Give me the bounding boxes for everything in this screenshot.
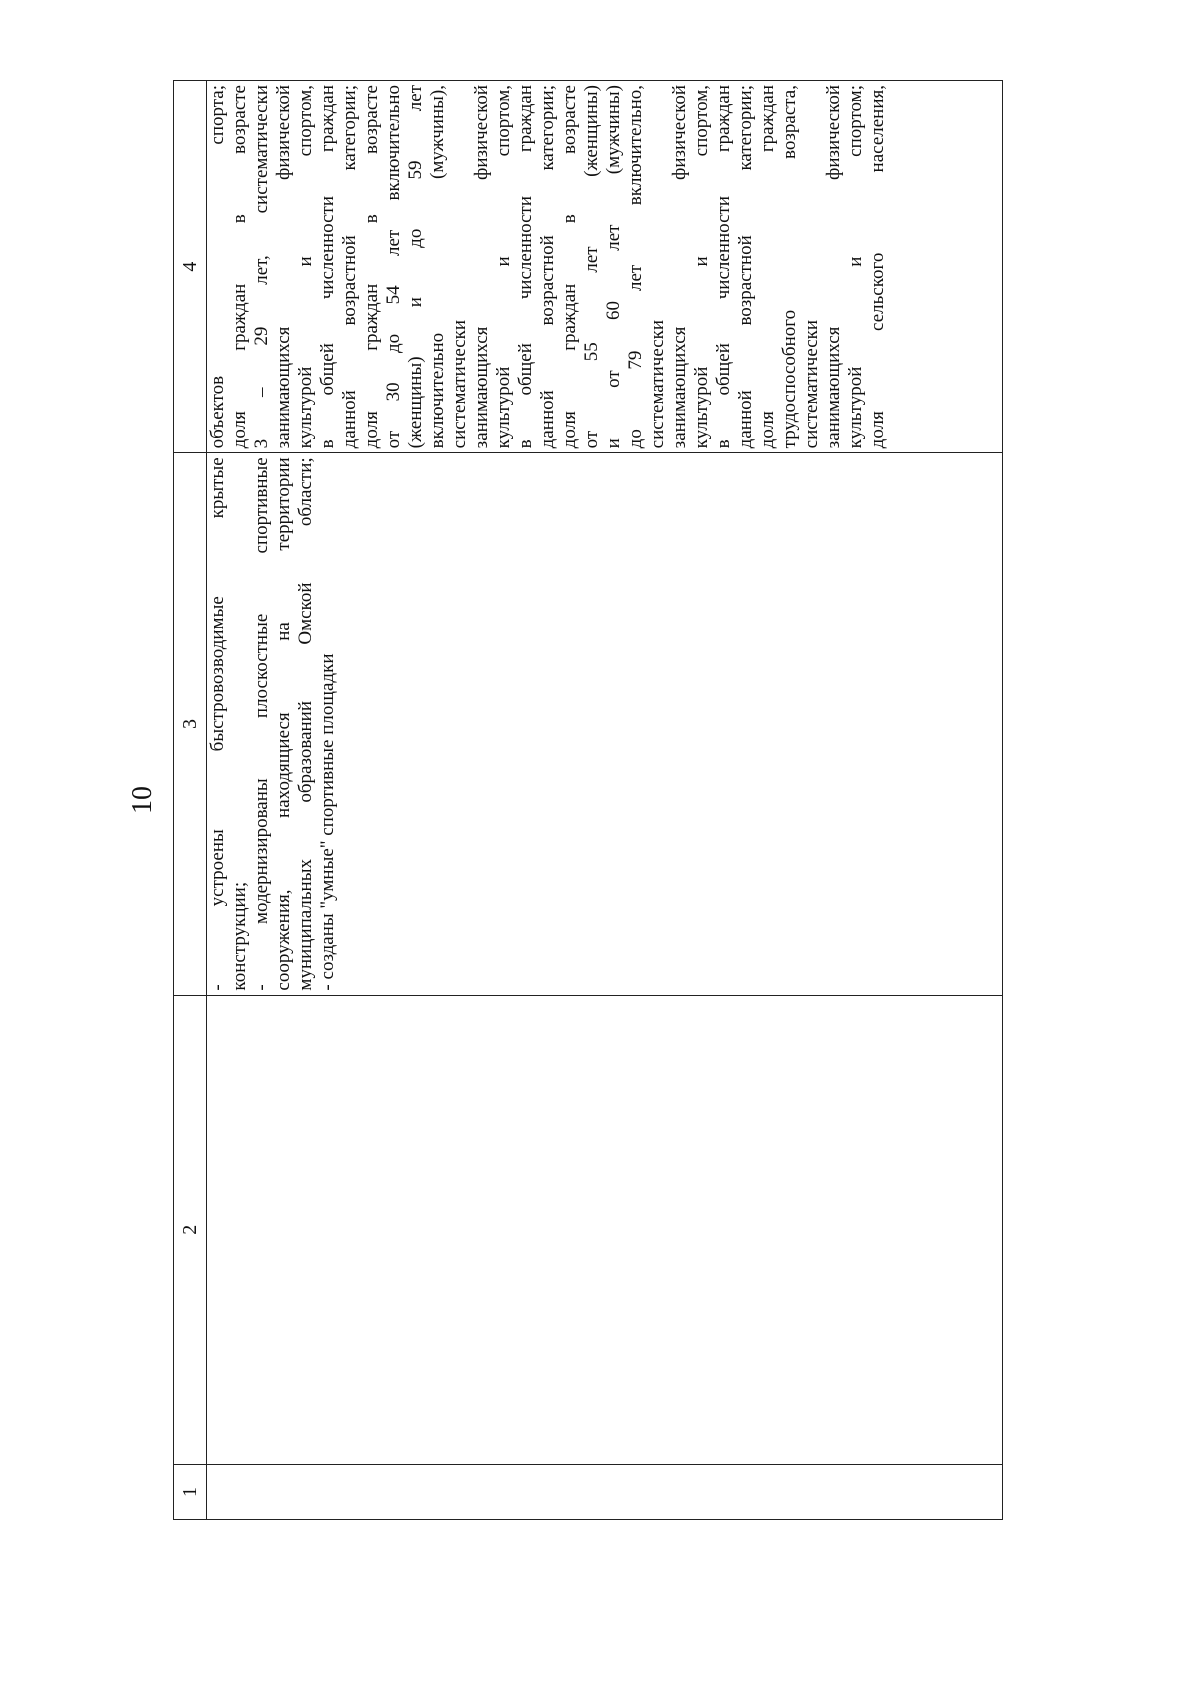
text-line: от 30 до 54 лет включительно bbox=[383, 85, 404, 449]
text-line: - модернизированы плоскостные спортивные bbox=[251, 457, 272, 991]
data-table bbox=[173, 80, 1003, 1520]
text-line: занимающихся физической bbox=[273, 85, 294, 449]
cell-col-4 bbox=[207, 81, 1003, 453]
cell-col-1 bbox=[207, 1464, 1003, 1519]
text-line: доля граждан bbox=[757, 85, 778, 449]
text-line: от 55 лет (женщины) bbox=[581, 85, 602, 449]
text-line: включительно (мужчины), bbox=[427, 85, 448, 449]
text-line: систематически bbox=[801, 319, 822, 449]
text-line: доля граждан в возрасте bbox=[229, 85, 250, 449]
text-line: данной возрастной категории; bbox=[735, 85, 756, 449]
text-line: в общей численности граждан bbox=[317, 85, 338, 449]
text-line: культурой и спортом, bbox=[493, 85, 514, 449]
text-line: культурой и спортом, bbox=[295, 85, 316, 449]
text-line: систематически bbox=[449, 319, 470, 449]
text-line: и от 60 лет (мужчины) bbox=[603, 85, 624, 449]
text-line: систематически bbox=[647, 319, 668, 449]
text-line: - созданы "умные" спортивные площадки bbox=[317, 653, 338, 991]
text-line: муниципальных образований Омской области; bbox=[295, 457, 316, 991]
text-line: занимающихся физической bbox=[471, 85, 492, 449]
text-line: 3 – 29 лет, систематически bbox=[251, 85, 272, 449]
table-row bbox=[207, 81, 1003, 1520]
header-col-1: 1 bbox=[174, 1464, 207, 1519]
text-line: культурой и спортом; bbox=[845, 85, 866, 449]
text-line: доля сельского населения, bbox=[867, 85, 888, 449]
cell-col-3 bbox=[207, 453, 1003, 995]
text-line: трудоспособного возраста, bbox=[779, 85, 800, 449]
text-line: конструкции; bbox=[229, 881, 250, 991]
text-line: объектов спорта; bbox=[207, 85, 228, 449]
page-number: 10 bbox=[127, 786, 158, 814]
text-line: в общей численности граждан bbox=[713, 85, 734, 449]
header-col-2: 2 bbox=[174, 995, 207, 1464]
text-line: до 79 лет включительно, bbox=[625, 85, 646, 449]
header-row bbox=[174, 81, 207, 1520]
rotated-content bbox=[125, 80, 1015, 1520]
text-line: данной возрастной категории; bbox=[537, 85, 558, 449]
text-line: занимающихся физической bbox=[823, 85, 844, 449]
text-line: культурой и спортом, bbox=[691, 85, 712, 449]
text-line: данной возрастной категории; bbox=[339, 85, 360, 449]
text-line: в общей численности граждан bbox=[515, 85, 536, 449]
text-line: занимающихся физической bbox=[669, 85, 690, 449]
header-col-3: 3 bbox=[174, 453, 207, 995]
text-line: доля граждан в возрасте bbox=[361, 85, 382, 449]
text-line: - устроены быстровозводимые крытые bbox=[207, 457, 228, 991]
text-line: (женщины) и до 59 лет bbox=[405, 85, 426, 449]
header-col-4: 4 bbox=[174, 81, 207, 453]
cell-col-2 bbox=[207, 995, 1003, 1464]
text-line: сооружения, находящиеся на территории bbox=[273, 457, 294, 991]
text-line: доля граждан в возрасте bbox=[559, 85, 580, 449]
